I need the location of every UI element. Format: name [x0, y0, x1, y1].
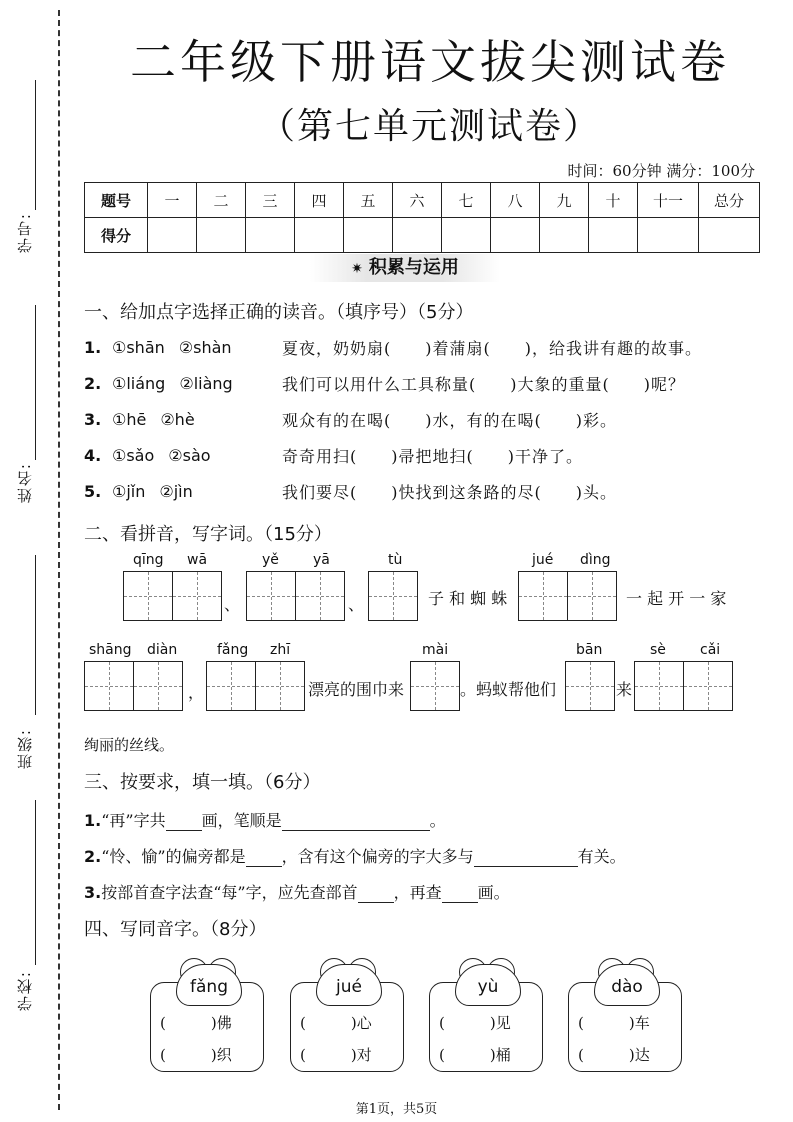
pinyin-label: tù — [388, 552, 403, 568]
answer-blank[interactable] — [474, 848, 578, 867]
pinyin-label: jué — [532, 552, 554, 568]
homophone-card — [290, 958, 406, 1072]
question-row — [84, 444, 583, 467]
score-table-score-row — [85, 218, 760, 253]
question-row — [84, 372, 685, 395]
writing-cell[interactable] — [255, 661, 305, 711]
writing-grid[interactable] — [246, 571, 344, 621]
class-label: 班级: — [16, 728, 34, 770]
score-cell: 一 — [148, 183, 197, 218]
answer-blank[interactable] — [442, 884, 478, 903]
pinyin-label: bān — [576, 642, 603, 658]
question-text: 按部首查字法查“每”字，应先查部首 — [101, 883, 358, 902]
fill-question-2 — [84, 844, 626, 867]
pinyin-label: wā — [187, 552, 208, 568]
score-cell: 九 — [540, 183, 589, 218]
score-cell: 十一 — [638, 183, 699, 218]
homophone-card — [150, 958, 266, 1072]
question-text: 画，笔顺是 — [201, 811, 282, 830]
homophone-blank[interactable]: ( )桶 — [439, 1046, 511, 1064]
writing-cell[interactable] — [84, 661, 134, 711]
id-line — [35, 80, 36, 210]
writing-cell[interactable] — [410, 661, 460, 711]
section3-title: 三、按要求，填一填。（6分） — [84, 772, 321, 793]
page-subtitle: （第七单元测试卷） — [258, 106, 601, 147]
score-input-cell[interactable] — [699, 218, 760, 253]
pinyin-label: yù — [455, 964, 521, 1006]
score-cell: 总分 — [699, 183, 760, 218]
binding-dashed-line — [58, 10, 60, 1110]
sentence-text: 绚丽的丝线。 — [84, 736, 175, 754]
question-text: 有关。 — [577, 847, 626, 866]
section1-title: 一、给加点字选择正确的读音。（填序号）（5分） — [84, 302, 474, 323]
question-number: 5. — [84, 482, 102, 501]
writing-cell[interactable] — [295, 571, 345, 621]
score-cell: 五 — [344, 183, 393, 218]
pinyin-label: dìng — [580, 552, 611, 568]
homophone-card — [429, 958, 545, 1072]
question-number: 3. — [84, 410, 102, 429]
option-1: ①liáng — [112, 374, 166, 393]
score-row-label: 得分 — [85, 218, 148, 253]
score-input-cell[interactable] — [295, 218, 344, 253]
score-cell: 十 — [589, 183, 638, 218]
time-info: 时间：60分钟 满分：100分 — [567, 162, 755, 180]
question-text[interactable]: 观众有的在喝( )水，有的在喝( )彩。 — [282, 411, 617, 430]
question-text: ，含有这个偏旁的字大多与 — [281, 847, 474, 866]
score-cell: 六 — [393, 183, 442, 218]
homophone-blank[interactable]: ( )织 — [160, 1046, 232, 1064]
pinyin-label: cǎi — [700, 642, 721, 658]
homophone-blank[interactable]: ( )车 — [578, 1014, 650, 1032]
pinyin-label: zhī — [270, 642, 291, 658]
writing-grid[interactable] — [123, 571, 221, 621]
writing-grid[interactable] — [518, 571, 616, 621]
question-text: 。 — [429, 811, 446, 830]
pinyin-label: shāng — [89, 642, 132, 658]
answer-blank[interactable] — [282, 812, 430, 831]
page-footer: 第1页，共5页 — [355, 1102, 438, 1117]
writing-cell[interactable] — [246, 571, 296, 621]
writing-grid[interactable] — [634, 661, 732, 711]
score-input-cell[interactable] — [589, 218, 638, 253]
writing-cell[interactable] — [133, 661, 183, 711]
answer-blank[interactable] — [246, 848, 282, 867]
writing-cell[interactable] — [683, 661, 733, 711]
question-options — [112, 446, 282, 465]
fill-question-1 — [84, 808, 446, 831]
writing-cell[interactable] — [172, 571, 222, 621]
option-1: ①jǐn — [112, 482, 146, 501]
score-table — [84, 182, 760, 253]
score-cell: 题号 — [85, 183, 148, 218]
question-text: “怜、愉”的偏旁都是 — [101, 847, 246, 866]
pinyin-label: fǎng — [176, 964, 242, 1006]
question-text[interactable]: 奇奇用扫( )帚把地扫( )干净了。 — [282, 447, 583, 466]
question-number: 1. — [84, 338, 102, 357]
score-cell: 二 — [197, 183, 246, 218]
homophone-blank[interactable]: ( )对 — [300, 1046, 372, 1064]
option-2: ②shàn — [178, 338, 232, 357]
question-text[interactable]: 我们可以用什么工具称量( )大象的重量( )呢？ — [282, 375, 685, 394]
pinyin-label: yě — [262, 552, 279, 568]
question-text[interactable]: 夏夜，奶奶扇( )着蒲扇( )，给我讲有趣的故事。 — [282, 339, 702, 358]
pinyin-label: qīng — [133, 552, 164, 568]
section2-title: 二、看拼音，写字词。（15分） — [84, 524, 332, 545]
question-options — [112, 482, 282, 501]
question-options — [112, 374, 282, 393]
writing-grid[interactable] — [565, 661, 614, 711]
question-row — [84, 480, 617, 503]
pinyin-label: fǎng — [217, 642, 249, 658]
question-number: 2. — [84, 374, 102, 393]
page-title: 二年级下册语文拔尖测试卷 — [130, 35, 730, 89]
pinyin-label: diàn — [147, 642, 178, 658]
homophone-blank[interactable]: ( )见 — [439, 1014, 511, 1032]
sentence-text: 一 起 开 一 家 — [626, 589, 727, 608]
writing-cell[interactable] — [206, 661, 256, 711]
question-text: 画。 — [477, 883, 510, 902]
question-row — [84, 336, 702, 359]
option-2: ②jìn — [159, 482, 193, 501]
pinyin-label: yā — [313, 552, 330, 568]
score-cell: 三 — [246, 183, 295, 218]
comma: ， — [188, 683, 205, 702]
school-line — [35, 800, 36, 965]
homophone-blank[interactable]: ( )心 — [300, 1014, 372, 1032]
question-text: “再”字共 — [101, 811, 166, 830]
question-number: 4. — [84, 446, 102, 465]
section4-title: 四、写同音字。（8分） — [84, 919, 267, 940]
writing-grid[interactable] — [84, 661, 182, 711]
question-options — [112, 338, 282, 357]
pinyin-label: jué — [316, 964, 382, 1006]
writing-grid[interactable] — [410, 661, 459, 711]
score-cell: 四 — [295, 183, 344, 218]
score-input-cell[interactable] — [246, 218, 295, 253]
answer-blank[interactable] — [166, 812, 202, 831]
homophone-card — [568, 958, 684, 1072]
question-number: 3. — [84, 883, 102, 902]
pinyin-label: mài — [422, 642, 449, 658]
separator: 、 — [348, 595, 365, 614]
option-1: ①shān — [112, 338, 165, 357]
separator: 、 — [224, 595, 241, 614]
writing-cell[interactable] — [567, 571, 617, 621]
homophone-blank[interactable]: ( )佛 — [160, 1014, 232, 1032]
question-number: 1. — [84, 811, 102, 830]
score-input-cell[interactable] — [148, 218, 197, 253]
id-label: 学号: — [16, 212, 34, 254]
option-1: ①hē — [112, 410, 147, 429]
writing-grid[interactable] — [206, 661, 304, 711]
pinyin-label: dào — [594, 964, 660, 1006]
score-cell: 八 — [491, 183, 540, 218]
option-2: ②sào — [168, 446, 211, 465]
writing-cell[interactable] — [565, 661, 615, 711]
school-label: 学校: — [16, 970, 34, 1012]
section-banner — [310, 254, 500, 282]
question-row — [84, 408, 617, 431]
sentence-text: 子 和 蜘 蛛 — [428, 589, 508, 608]
writing-cell[interactable] — [518, 571, 568, 621]
score-input-cell[interactable] — [393, 218, 442, 253]
name-label: 姓名: — [16, 462, 34, 504]
class-line — [35, 555, 36, 715]
writing-cell[interactable] — [123, 571, 173, 621]
name-line — [35, 305, 36, 460]
score-input-cell[interactable] — [491, 218, 540, 253]
answer-blank[interactable] — [358, 884, 394, 903]
score-input-cell[interactable] — [638, 218, 699, 253]
writing-cell[interactable] — [368, 571, 418, 621]
question-text: ，再查 — [393, 883, 442, 902]
score-cell: 七 — [442, 183, 491, 218]
sentence-text: 。蚂蚁帮他们 — [460, 680, 557, 699]
sentence-text: 来 — [616, 680, 633, 699]
score-table-header-row — [85, 183, 760, 218]
writing-grid[interactable] — [368, 571, 417, 621]
question-options — [112, 410, 282, 429]
homophone-blank[interactable]: ( )达 — [578, 1046, 650, 1064]
star-icon: ✷ — [351, 261, 363, 277]
fill-question-3 — [84, 880, 510, 903]
question-text[interactable]: 我们要尽( )快找到这条路的尽( )头。 — [282, 483, 617, 502]
banner-text: 积累与运用 — [368, 257, 459, 278]
score-input-cell[interactable] — [344, 218, 393, 253]
sentence-text: 漂亮的围巾来 — [308, 680, 405, 699]
score-input-cell[interactable] — [442, 218, 491, 253]
question-number: 2. — [84, 847, 102, 866]
score-input-cell[interactable] — [540, 218, 589, 253]
writing-cell[interactable] — [634, 661, 684, 711]
score-input-cell[interactable] — [197, 218, 246, 253]
pinyin-label: sè — [650, 642, 666, 658]
option-2: ②liàng — [179, 374, 233, 393]
option-2: ②hè — [160, 410, 195, 429]
option-1: ①sǎo — [112, 446, 155, 465]
